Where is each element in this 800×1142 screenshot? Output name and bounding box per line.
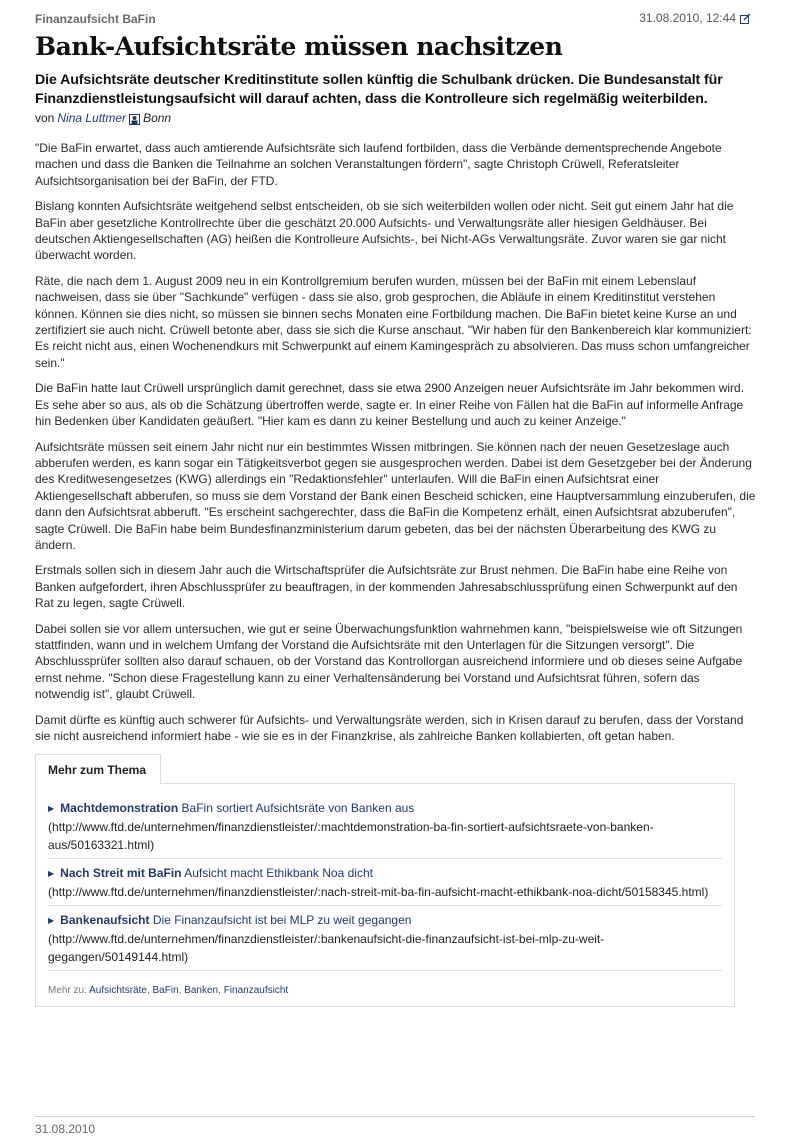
edit-icon[interactable]: [740, 13, 751, 24]
article-paragraph: Räte, die nach dem 1. August 2009 neu in ein Kontrollgremium berufen wurden, müssen bei der BaFin mit einem Lebenslauf nachweisen, dass sie über "Sachkunde" verfügen - dass sie also, grob gesprochen, die Abläufe in einem Kreditinstitut verstehen können. Können sie dies nicht, so müssen sie binnen sechs Monaten eine Fortbildung machen. Die BaFin bietet keine Kurse an und zertifiziert sie auch nicht. Crüwell betonte aber, dass sie sich die Kurse anschaut. "Wir haben für den Bankenbereich klar kommuniziert: Es reicht nicht aus, einen Wochenendkurs mit Schwerpunkt auf einem Kamingespräch zu absolvieren. Das muss schon umfangreicher sein.": [35, 273, 752, 370]
author-profile-icon[interactable]: [129, 113, 140, 124]
related-url: (http://www.ftd.de/unternehmen/finanzdienstleister/:machtdemonstration-ba-fin-sortiert-aufsichtsraete-von-banken-aus/50163321.html): [48, 820, 654, 853]
footer-date: 31.08.2010: [35, 1122, 96, 1136]
tag-link-aufsichtsraete[interactable]: Aufsichtsräte: [89, 985, 147, 997]
byline-prefix: von: [35, 111, 55, 125]
tag-link-finanzaufsicht[interactable]: Finanzaufsicht: [223, 985, 289, 997]
arrow-right-icon: ▶: [48, 804, 55, 814]
related-headline[interactable]: Aufsicht macht Ethikbank Noa dicht: [184, 866, 373, 881]
article-paragraph: Erstmals sollen sich in diesem Jahr auch die Wirtschaftsprüfer die Aufsichtsräte zur Brust nehmen. Die BaFin habe eine Reihe von Banken aufgefordert, ihren Abschlussprüfer zu beauftragen, in der kommenden Jahresabschlussprüfung einen Schwerpunkt auf den Rat zu legen, sagte Crüwell.: [35, 563, 738, 611]
article-title: Bank-Aufsichtsräte müssen nachsitzen: [35, 32, 563, 61]
article-paragraph: Die BaFin hatte laut Crüwell ursprünglich damit gerechnet, dass sie etwa 2900 Anzeigen neuer Aufsichtsräte im Jahr bekommen wird. Es sehe aber so aus, als ob die Schätzung übertroffen werde, sagte er. In einer Reihe von Fällen hat die BaFin auf informelle Anfrage hin Bedenken über Kandidaten geäußert. "Hier kam es dann zu keiner Bestellung und auch zu keiner Anzeige.": [35, 381, 745, 429]
arrow-right-icon: ▶: [48, 869, 55, 879]
tag-separator: ,: [178, 985, 185, 997]
article-topline: [35, 0, 757, 30]
related-item[interactable]: [48, 859, 722, 906]
tag-separator: ,: [146, 985, 153, 997]
article-lead: Die Aufsichtsräte deutscher Kreditinstitute sollen künftig die Schulbank drücken. Die Bundesanstalt für Finanzdienstleistungsaufsicht will darauf achten, dass die Kontrolleure sich regelmäßig weiterbilden.: [35, 72, 723, 107]
article-footer: [35, 1116, 755, 1136]
related-url: (http://www.ftd.de/unternehmen/finanzdienstleister/:nach-streit-mit-ba-fin-aufsicht-macht-ethikbank-noa-dicht/50158345.html): [48, 885, 709, 900]
related-rubric[interactable]: Machtdemonstration: [60, 801, 179, 816]
article-paragraph: Dabei sollen sie vor allem untersuchen, wie gut er seine Überwachungsfunktion wahrnehmen kann, "beispielsweise wie oft Sitzungen stattfinden, wann und in welchem Umfang der Vorstand die Aufsichtsräte mit den Unterlagen für die Sitzungen versorgt". Die Abschlussprüfer sollten also darauf schauen, ob der Vorstand das Kontrollorgan ausreichend informiere und ob dieses seine Aufgabe ernst nehme. "Schon diese Fragestellung kann zu einer Verhaltensänderung bei Vorstand und Aufsichtsrat führen, sofern das notwendig ist", glaubt Crüwell.: [35, 621, 743, 702]
article-paragraph: Aufsichtsräte müssen seit einem Jahr nicht nur ein bestimmtes Wissen mitbringen. Sie können nach der neuen Gesetzeslage auch abberufen werden, es kann sogar ein Tätigkeitsverbot gegen sie ausgesprochen werden. Dabei ist dem Gesetzgeber bei der Änderung des Kreditwesengesetzes (KWG) allerdings ein "Redaktionsfehler" unterlaufen. Will die BaFin einen Aufsichtsrat einer Aktiengesellschaft abberufen, so muss sie dem Vorstand der Bank einen Bescheid schicken, eine Hauptversammlung einzuberufen, die dann den Aufsichtsrat abberuft. "Es erscheint sachgerechter, dass die BaFin die Kompetenz erhält, einen Aufsichtsrat abzuberufen", sagte Crüwell. Die BaFin habe beim Bundesfinanzministerium darum gebeten, das bei der nächsten Überarbeitung des KWG zu ändern.: [35, 439, 756, 552]
related-articles-box: [35, 753, 735, 1007]
article-page: [35, 0, 757, 1007]
article-dateline: [639, 11, 751, 25]
related-item[interactable]: [48, 906, 722, 971]
tab-mehr-zum-thema[interactable]: Mehr zum Thema: [35, 754, 161, 784]
related-list: [35, 783, 735, 1007]
tag-separator: ,: [218, 985, 224, 997]
article-byline: [35, 110, 757, 126]
author-link[interactable]: Nina Luttmer: [57, 111, 127, 125]
arrow-right-icon: ▶: [48, 916, 55, 926]
related-headline[interactable]: Die Finanzaufsicht ist bei MLP zu weit gegangen: [152, 913, 412, 928]
related-rubric[interactable]: Bankenaufsicht: [60, 913, 150, 928]
tag-link-bafin[interactable]: BaFin: [152, 985, 179, 997]
article-paragraph: Bislang konnten Aufsichtsräte weitgehend selbst entscheiden, ob sie sich weiterbilden wollen oder nicht. Seit gut einem Jahr hat die BaFin aber gesetzliche Kontrollrechte über die geschätzt 20.000 Aufsichts- und Verwaltungsräte aller hiesigen Geldhäuser. Bei deutschen Aktiengesellschaften (AG) heißen die Kontrolleure Aufsichts-, bei Nicht-AGs Verwaltungsräte. Zuvor waren sie gar nicht überwacht worden.: [35, 199, 734, 263]
related-rubric[interactable]: Nach Streit mit BaFin: [60, 866, 182, 881]
article-body: [35, 140, 757, 744]
more-tags-label: Mehr zu:: [48, 985, 87, 997]
related-url: (http://www.ftd.de/unternehmen/finanzdienstleister/:bankenaufsicht-die-finanzaufsicht-ist-bei-mlp-zu-weit-gegangen/50149144.html): [48, 932, 605, 965]
article-datetime: 31.08.2010, 12:44: [639, 11, 736, 25]
related-headline[interactable]: BaFin sortiert Aufsichtsräte von Banken aus: [181, 801, 415, 816]
article-kicker: Finanzaufsicht BaFin: [35, 12, 156, 26]
tag-link-banken[interactable]: Banken: [184, 985, 219, 997]
byline-location: Bonn: [143, 111, 172, 125]
article-paragraph: Damit dürfte es künftig auch schwerer für Aufsichts- und Verwaltungsräte werden, sich in Krisen darauf zu berufen, dass der Vorstand sie nicht ausreichend informiert habe - wie sie es in der Finanzkrise, als zahlreiche Banken kollabierten, oft getan haben.: [35, 712, 744, 743]
related-item[interactable]: [48, 794, 722, 859]
more-tags: [48, 985, 722, 996]
article-paragraph: "Die BaFin erwartet, dass auch amtierende Aufsichtsräte sich laufend fortbilden, dass die Verbände dementsprechende Angebote machen und dass die Banken die Teilnahme an solchen Veranstaltungen fördern", sagte Christoph Crüwell, Referatsleiter Aufsichtsorganisation bei der BaFin, der FTD.: [35, 141, 722, 188]
